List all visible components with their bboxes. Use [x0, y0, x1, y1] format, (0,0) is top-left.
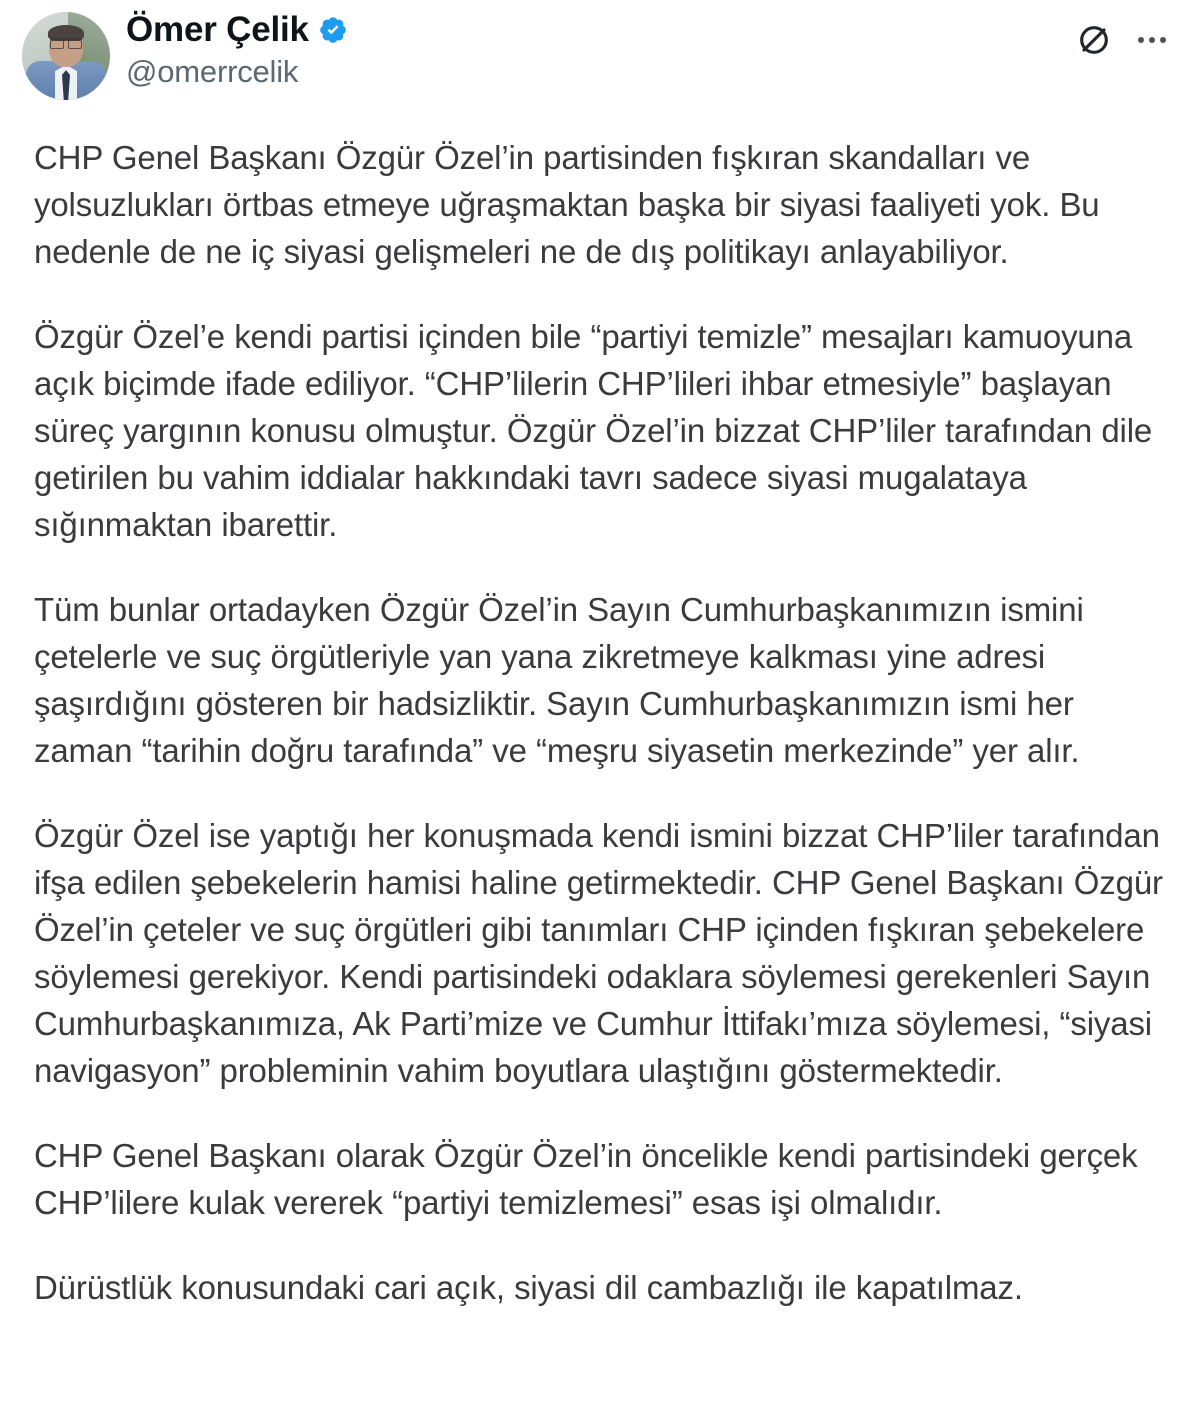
tweet-paragraph: Tüm bunlar ortadayken Özgür Özel’in Sayın Cumhurbaşkanımızın ismini çetelerle ve suç örgütleriyle yan yana zikretmeye kalkması yine adresi şaşırdığını gösteren bir hadsizliktir. Sayın Cumhurbaşkanımızın ismi her zaman “tarihin doğru tarafında” ve “meşru siyasetin merkezinde” yer alır.: [34, 591, 1084, 769]
display-name[interactable]: Ömer Çelik: [126, 10, 309, 49]
tweet-paragraph: Dürüstlük konusundaki cari açık, siyasi dil cambazlığı ile kapatılmaz.: [34, 1269, 1023, 1306]
verified-badge-icon: [318, 15, 348, 45]
tweet-paragraph: CHP Genel Başkanı olarak Özgür Özel’in öncelikle kendi partisindeki gerçek CHP’lilere kulak vererek “partiyi temizlemesi” esas işi olmalıdır.: [34, 1137, 1138, 1221]
more-dot: [1138, 37, 1144, 43]
grok-icon[interactable]: [1076, 22, 1112, 58]
more-dot: [1160, 37, 1166, 43]
avatar[interactable]: [22, 12, 110, 100]
tweet-text-body: [22, 134, 1178, 1311]
tweet-paragraph: CHP Genel Başkanı Özgür Özel’in partisinden fışkıran skandalları ve yolsuzlukları örtbas etmeye uğraşmaktan başka bir siyasi faaliyeti yok. Bu nedenle de ne iç siyasi gelişmeleri ne de dış politikayı anlayabiliyor.: [34, 139, 1100, 270]
avatar-glasses: [50, 38, 82, 46]
tweet-paragraph: Özgür Özel ise yaptığı her konuşmada kendi ismini bizzat CHP’liler tarafından ifşa edilen şebekelerin hamisi haline getirmektedir. CHP Genel Başkanı Özgür Özel’in çeteler ve suç örgütleri gibi tanımları CHP içinden fışkıran şebekelere söylemesi gerekiyor. Kendi partisindeki odaklara söylemesi gerekenleri Sayın Cumhurbaşkanımıza, Ak Parti’mize ve Cumhur İttifakı’mıza söylemesi, “siyasi navigasyon” probleminin vahim boyutlara ulaştığını göstermektedir.: [34, 817, 1163, 1089]
tweet-header: [22, 8, 1178, 112]
account-handle[interactable]: @omerrcelik: [126, 54, 299, 89]
account-identity: [126, 10, 1076, 90]
display-name-row: [126, 12, 1076, 47]
tweet-paragraph: Özgür Özel’e kendi partisi içinden bile “partiyi temizle” mesajları kamuoyuna açık biçimde ifade ediliyor. “CHP’lilerin CHP’lileri ihbar etmesiyle” başlayan süreç yargının konusu olmuştur. Özgür Özel’in bizzat CHP’liler tarafından dile getirilen bu vahim iddialar hakkındaki tavrı sadece siyasi mugalataya sığınmaktan ibarettir.: [34, 318, 1153, 543]
more-options-icon[interactable]: [1134, 22, 1170, 58]
more-dot: [1149, 37, 1155, 43]
header-actions: [1076, 10, 1178, 58]
